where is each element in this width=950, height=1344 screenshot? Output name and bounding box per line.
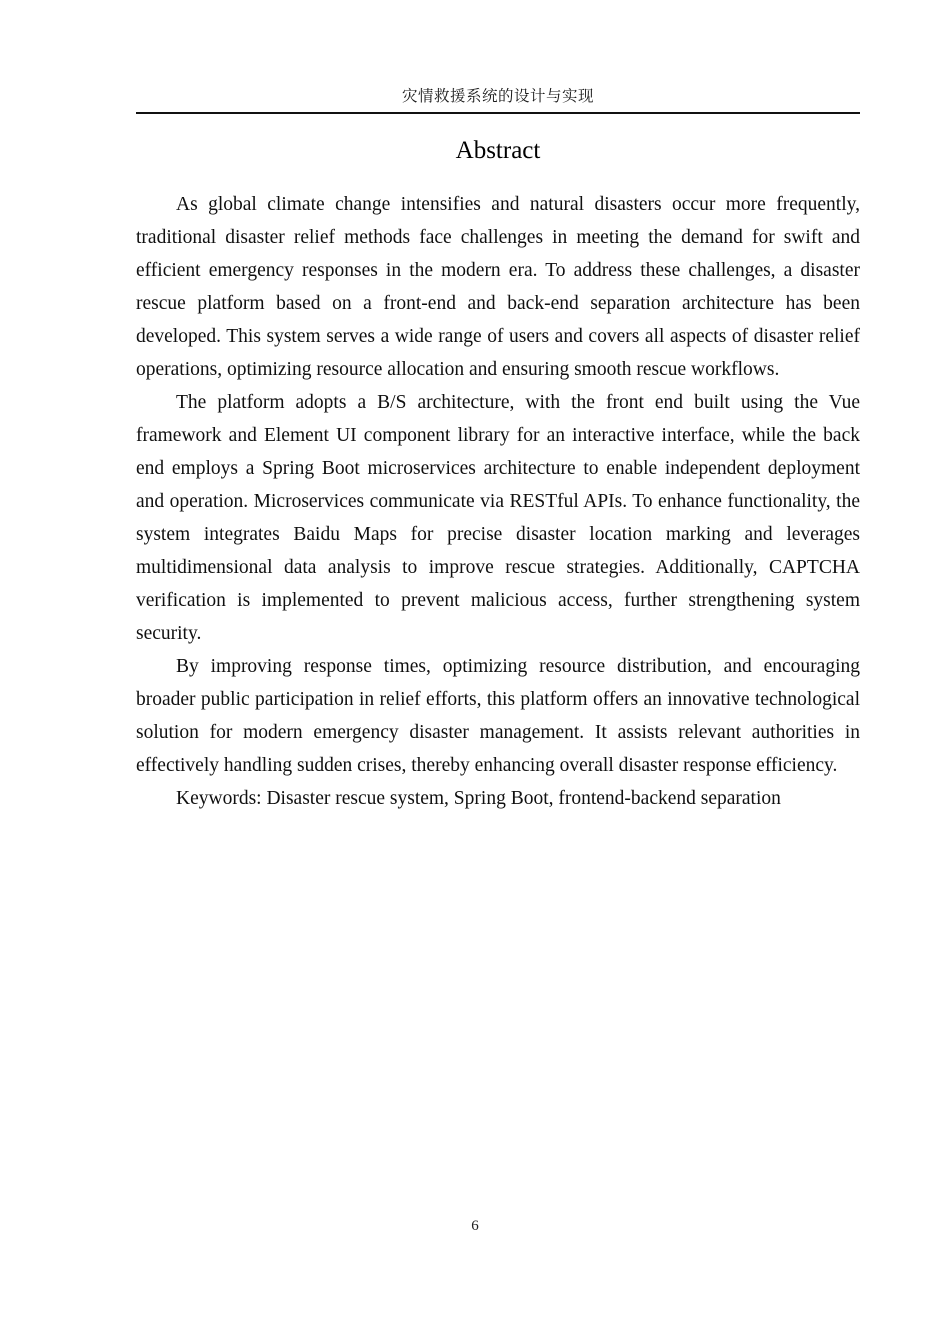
paragraph: The platform adopts a B/S architecture, with the front end built using the Vue framework and Element UI component library for an interactive interface, while the back end employs a Spring Boot microservices architecture to enable independent deployment and operation. Microservices communicate via RESTful APIs. To enhance functionality, the system integrates Baidu Maps for precise disaster location marking and leverages multidimensional data analysis to improve rescue strategies. Additionally, CAPTCHA verification is implemented to prevent malicious access, further strengthening system security. (136, 392, 860, 644)
page-number: 6 (471, 1218, 479, 1234)
header-divider-rule (136, 112, 860, 114)
keywords-line: Keywords: Disaster rescue system, Spring Boot, frontend-backend separation (176, 788, 781, 809)
abstract-body (136, 188, 860, 815)
paragraph: By improving response times, optimizing resource distribution, and encouraging broader public participation in relief efforts, this platform offers an innovative technological solution for modern emergency disaster management. It assists relevant authorities in effectively handling sudden crises, thereby enhancing overall disaster response efficiency. (136, 656, 860, 776)
page-title: Abstract (455, 137, 541, 164)
running-header: 灾情救援系统的设计与实现 (401, 87, 594, 105)
paragraph: As global climate change intensifies and natural disasters occur more frequently, traditional disaster relief methods face challenges in meeting the demand for swift and efficient emergency responses in the modern era. To address these challenges, a disaster rescue platform based on a front-end and back-end separation architecture has been developed. This system serves a wide range of users and covers all aspects of disaster relief operations, optimizing resource allocation and ensuring smooth rescue workflows. (136, 194, 860, 380)
